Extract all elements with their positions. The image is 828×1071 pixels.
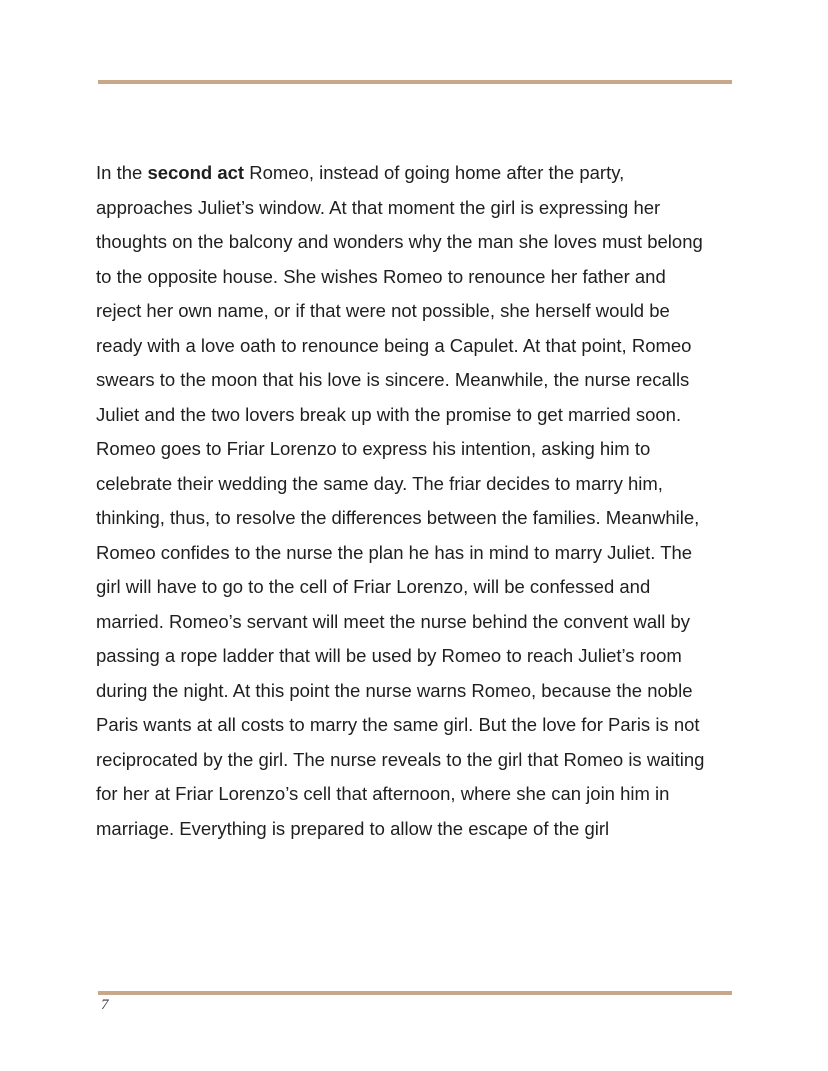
paragraph-line: Paris wants at all costs to marry the same girl. But the love for Paris is not — [96, 714, 700, 735]
footer-rule — [98, 991, 732, 995]
intro-text: In the — [96, 162, 148, 183]
paragraph-line: swears to the moon that his love is sincere. Meanwhile, the nurse recalls — [96, 369, 690, 390]
header-rule — [98, 80, 732, 84]
paragraph-line-1 — [96, 156, 736, 191]
paragraph-line: ready with a love oath to renounce being a Capulet. At that point, Romeo — [96, 334, 692, 356]
paragraph-line: reject her own name, or if that were not possible, she herself would be — [96, 300, 670, 321]
paragraph-line: Romeo confides to the nurse the plan he has in mind to marry Juliet. The — [96, 541, 693, 563]
emphasis-text: second act — [147, 162, 245, 183]
paragraph-line: passing a rope ladder that will be used by Romeo to reach Juliet’s room — [96, 645, 682, 666]
page-number: 7 — [101, 997, 109, 1013]
body-paragraph — [96, 156, 736, 846]
paragraph-line: approaches Juliet’s window. At that moment the girl is expressing her — [96, 196, 661, 218]
paragraph-line: celebrate their wedding the same day. The friar decides to marry him, — [96, 472, 663, 494]
paragraph-line: for her at Friar Lorenzo’s cell that afternoon, where she can join him in — [96, 783, 670, 804]
paragraph-line: during the night. At this point the nurse warns Romeo, because the noble — [96, 679, 693, 701]
paragraph-line: thoughts on the balcony and wonders why the man she loves must belong — [96, 231, 703, 252]
paragraph-line: thinking, thus, to resolve the differences between the families. Meanwhile, — [96, 507, 700, 528]
paragraph-line: Juliet and the two lovers break up with the promise to get married soon. — [96, 403, 682, 425]
paragraph-line: married. Romeo’s servant will meet the nurse behind the convent wall by — [96, 610, 691, 632]
line-1-rest: Romeo, instead of going home after the party, — [244, 162, 625, 183]
paragraph-line: Romeo goes to Friar Lorenzo to express his intention, asking him to — [96, 438, 651, 459]
paragraph-line: reciprocated by the girl. The nurse reveals to the girl that Romeo is waiting — [96, 748, 705, 770]
paragraph-line: girl will have to go to the cell of Friar Lorenzo, will be confessed and — [96, 576, 651, 597]
paragraph-line: to the opposite house. She wishes Romeo to renounce her father and — [96, 265, 666, 287]
paragraph-line: marriage. Everything is prepared to allow the escape of the girl — [96, 817, 610, 839]
